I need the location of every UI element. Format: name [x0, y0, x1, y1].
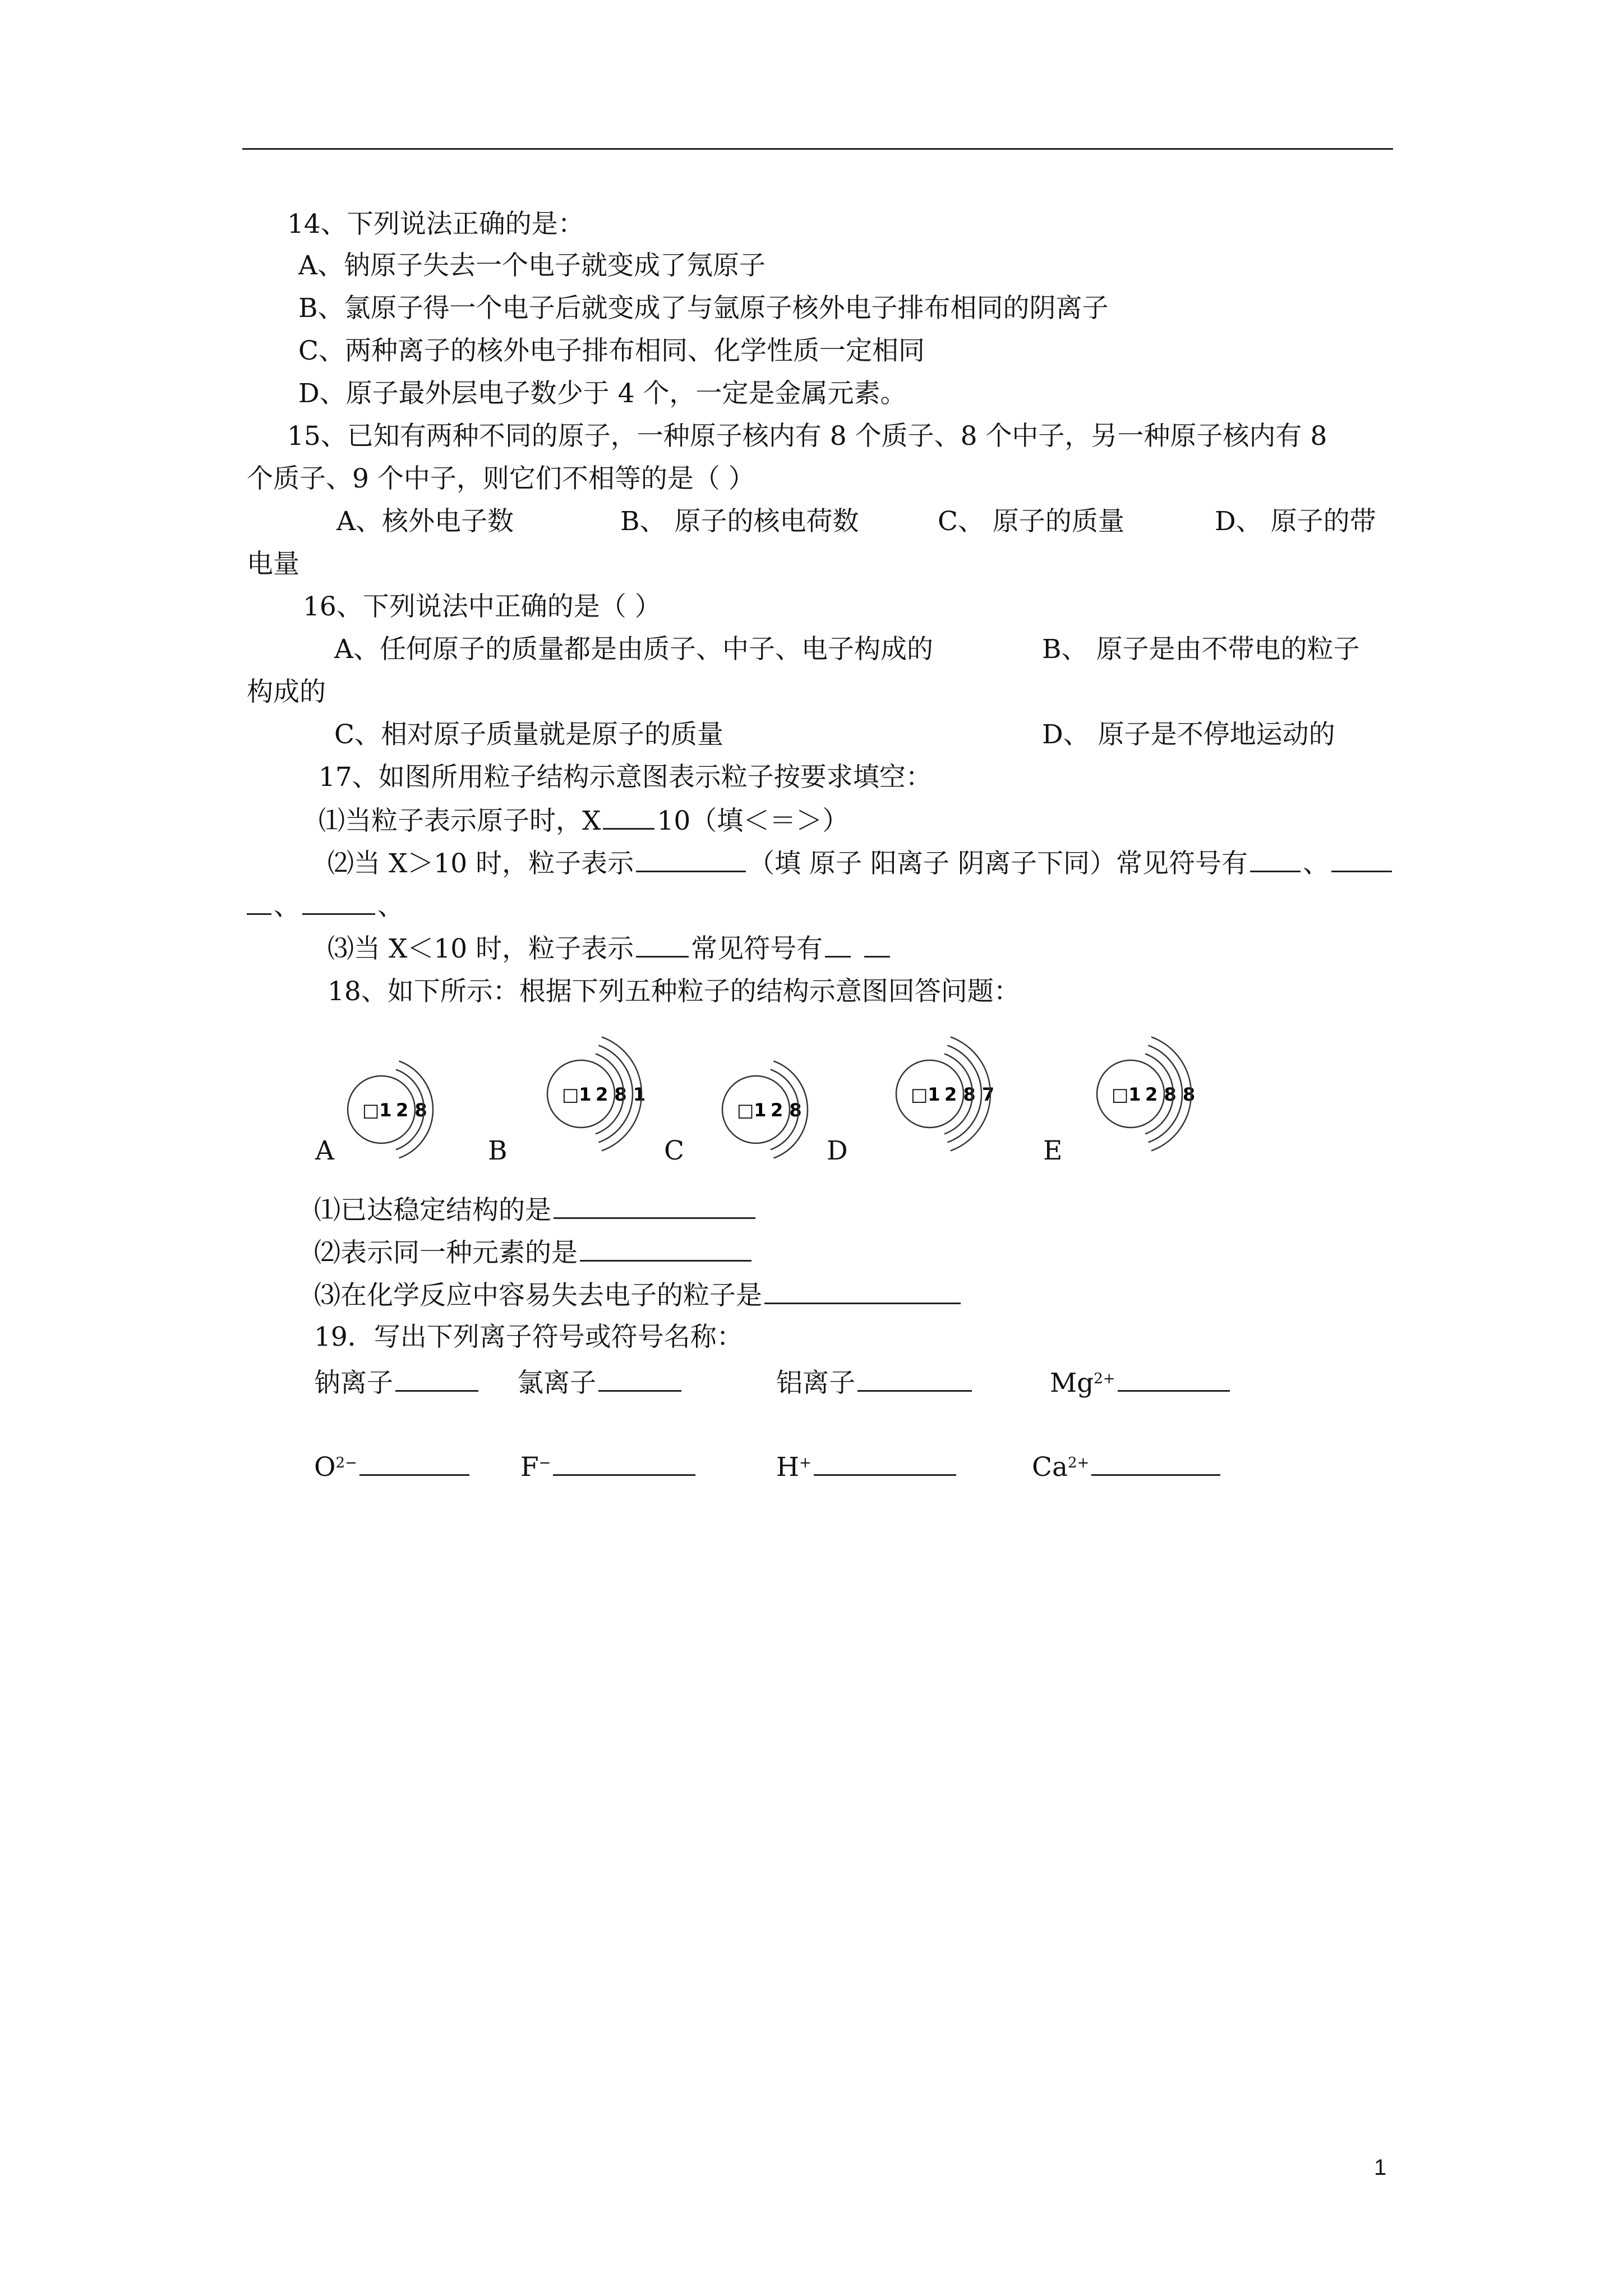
q17-part2-prefix: ⑵当 X＞10 时，粒子表示	[328, 848, 634, 879]
q17-part2-blank-symbol2-cont[interactable]	[247, 889, 271, 915]
q18-part2-text: ⑵表示同一种元素的是	[314, 1237, 578, 1268]
q19-charge: 2+	[1067, 1455, 1090, 1471]
q16-option-b: B、 原子是由不带电的粒子	[1042, 634, 1360, 665]
nucleus-label: □1	[562, 1084, 592, 1105]
q17-part1-prefix: ⑴当粒子表示原子时，X	[319, 806, 601, 836]
q14-option-a: A、钠原子失去一个电子就变成了氖原子	[298, 250, 766, 281]
q19-item-mg	[1050, 1365, 1232, 1400]
q16-stem: 16、下列说法中正确的是（ ）	[303, 591, 661, 622]
q19-charge: 2+	[1094, 1370, 1115, 1387]
q17-part2-cont	[247, 889, 404, 923]
q19-label: 氯离子	[517, 1368, 596, 1398]
q19-label: Ca	[1032, 1452, 1068, 1483]
nucleus-label: □1	[1112, 1084, 1141, 1105]
q17-part1-suffix: 10（填＜＝＞）	[657, 806, 849, 836]
q19-answer-blank[interactable]	[1091, 1450, 1220, 1476]
q17-part3	[328, 931, 892, 966]
q17-part2-middle: （填 原子 阳离子 阴离子下同）常见符号有	[748, 848, 1248, 879]
q15-stem-line2: 个质子、9 个中子，则它们不相等的是（ ）	[247, 463, 755, 494]
q15-option-b: B、 原子的核电荷数	[620, 506, 859, 537]
electron-shell-counts: 2 8 1	[596, 1084, 646, 1105]
q19-label: 钠离子	[314, 1368, 393, 1398]
q19-item-aluminium	[776, 1365, 974, 1400]
q19-answer-blank[interactable]	[1118, 1365, 1230, 1392]
q14-stem: 14、下列说法正确的是：	[287, 209, 584, 240]
q19-label: H	[776, 1452, 799, 1483]
q19-item-f	[520, 1450, 698, 1484]
q14-option-c: C、两种离子的核外电子排布相同、化学性质一定相同	[298, 335, 925, 366]
q19-item-chlorine	[517, 1365, 684, 1400]
q19-answer-blank[interactable]	[359, 1450, 469, 1476]
q17-part3-prefix: ⑶当 X＜10 时，粒子表示	[328, 933, 634, 964]
nucleus-label: □1	[911, 1084, 940, 1105]
q17-part3-blank-symbol1[interactable]	[825, 931, 851, 958]
atom-structure-diagram	[885, 1021, 1064, 1167]
diagram-label: E	[1043, 1135, 1063, 1166]
diagram-label: D	[827, 1135, 848, 1166]
q18-part1-blank[interactable]	[554, 1193, 755, 1219]
q19-answer-blank[interactable]	[598, 1365, 681, 1392]
q17-part1-blank[interactable]	[603, 803, 654, 830]
q17-part3-blank-type[interactable]	[636, 931, 689, 958]
q16-option-a: A、任何原子的质量都是由质子、中子、电子构成的	[334, 634, 933, 665]
q18-part2	[314, 1235, 754, 1270]
header-rule	[242, 148, 1393, 150]
q14-option-d: D、原子最外层电子数少于 4 个，一定是金属元素。	[298, 378, 907, 409]
q19-answer-blank[interactable]	[814, 1450, 956, 1476]
atom-structure-diagram	[711, 1037, 891, 1182]
atom-structure-diagram	[536, 1021, 716, 1167]
q17-part3-middle: 常见符号有	[691, 933, 823, 964]
atom-structure-diagram	[1086, 1021, 1265, 1167]
q18-part3-blank[interactable]	[764, 1278, 961, 1304]
electron-shell-counts: 2 8 7	[944, 1084, 995, 1105]
q19-answer-blank[interactable]	[857, 1365, 972, 1392]
q19-item-sodium	[314, 1365, 481, 1400]
q15-stem-line1: 15、已知有两种不同的原子，一种原子核内有 8 个质子、8 个中子，另一种原子核内有 8	[287, 421, 1327, 452]
q19-charge: −	[538, 1455, 551, 1471]
q19-answer-blank[interactable]	[395, 1365, 478, 1392]
q17-part2-separator: 、	[1302, 848, 1329, 879]
q17-part1	[319, 803, 849, 838]
diagram-label: B	[488, 1135, 508, 1166]
page-number: 1	[1374, 2155, 1387, 2180]
q19-item-ca	[1032, 1450, 1223, 1484]
q19-charge: 2−	[335, 1455, 357, 1471]
q18-part1	[314, 1193, 758, 1227]
q14-option-b: B、氯原子得一个电子后就变成了与氩原子核外电子排布相同的阴离子	[298, 293, 1109, 324]
electron-shell-counts: 2 8	[396, 1099, 427, 1121]
diagram-label: C	[664, 1135, 684, 1166]
q17-part2-blank-symbol3[interactable]	[302, 889, 375, 915]
q16-option-d: D、 原子是不停地运动的	[1042, 719, 1335, 750]
q18-part1-text: ⑴已达稳定结构的是	[314, 1195, 551, 1226]
q17-part2-blank-symbol2[interactable]	[1331, 846, 1392, 872]
q17-part2-end: 、	[377, 891, 404, 922]
q15-option-d-cont: 电量	[247, 549, 299, 579]
q19-item-h	[776, 1450, 958, 1484]
q17-part2-blank-type[interactable]	[636, 846, 746, 872]
q19-charge: +	[799, 1455, 811, 1471]
q19-label: O	[314, 1452, 336, 1483]
q15-option-c: C、 原子的质量	[938, 506, 1124, 537]
q15-option-d: D、 原子的带	[1215, 506, 1376, 537]
q19-label: F	[520, 1452, 539, 1483]
nucleus-label: □1	[362, 1099, 392, 1121]
q17-part2-blank-symbol1[interactable]	[1250, 846, 1301, 872]
q15-option-a: A、核外电子数	[336, 506, 514, 537]
q17-part2-cont-separator: 、	[274, 891, 300, 922]
q19-label: Mg	[1050, 1368, 1094, 1398]
electron-shell-counts: 2 8	[771, 1099, 802, 1121]
q17-part2	[328, 846, 1394, 881]
q19-stem: 19．写出下列离子符号或符号名称：	[314, 1322, 743, 1352]
nucleus-label: □1	[737, 1099, 767, 1121]
q19-answer-blank[interactable]	[553, 1450, 695, 1476]
q17-part3-blank-symbol2[interactable]	[864, 931, 890, 958]
q18-part3	[314, 1278, 963, 1313]
q19-item-o	[314, 1450, 472, 1484]
q16-option-c: C、相对原子质量就是原子的质量	[334, 719, 723, 750]
electron-shell-counts: 2 8 8	[1145, 1084, 1196, 1105]
q17-stem: 17、如图所用粒子结构示意图表示粒子按要求填空：	[319, 762, 932, 793]
q18-stem: 18、如下所示：根据下列五种粒子的结构示意图回答问题：	[328, 976, 1020, 1007]
diagram-label: A	[315, 1135, 334, 1166]
q19-label: 铝离子	[776, 1368, 855, 1398]
q18-part3-text: ⑶在化学反应中容易失去电子的粒子是	[314, 1280, 762, 1311]
q16-option-b-cont: 构成的	[247, 677, 326, 707]
q18-part2-blank[interactable]	[580, 1235, 751, 1262]
